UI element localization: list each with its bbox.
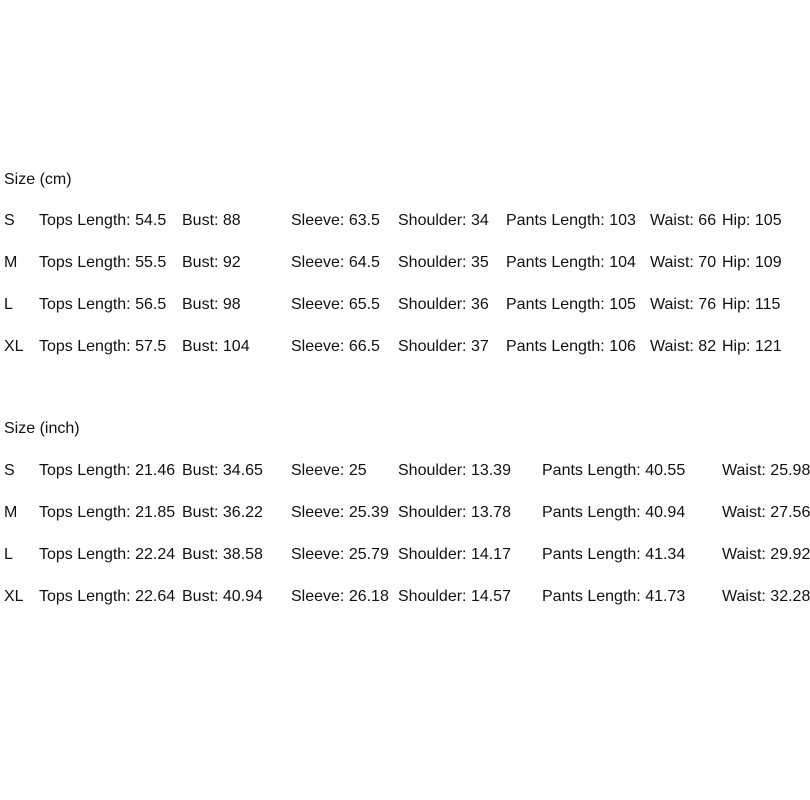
- measurement-cell: Shoulder: 34: [398, 212, 489, 229]
- measurement-cell: Sleeve: 25: [291, 462, 367, 479]
- measurement-cell: Tops Length: 57.5: [39, 338, 167, 355]
- size-label: M: [4, 504, 18, 521]
- measurement-cell: Pants Length: 105: [506, 296, 636, 313]
- size-label: XL: [4, 338, 24, 355]
- measurement-cell: Bust: 92: [182, 254, 241, 271]
- measurement-cell: Shoulder: 14.17: [398, 546, 511, 563]
- measurement-cell: Hip: 109: [722, 254, 782, 271]
- measurement-cell: Tops Length: 22.64: [39, 588, 176, 605]
- measurement-cell: Waist: 29.92: [722, 546, 810, 563]
- measurement-cell: Sleeve: 25.79: [291, 546, 389, 563]
- measurement-cell: Bust: 38.58: [182, 546, 263, 563]
- measurement-cell: Tops Length: 54.5: [39, 212, 167, 229]
- measurement-cell: Waist: 70: [650, 254, 717, 271]
- size-label: L: [4, 546, 13, 563]
- measurement-cell: Pants Length: 104: [506, 254, 636, 271]
- measurement-cell: Pants Length: 40.94: [542, 504, 686, 521]
- measurement-cell: Waist: 76: [650, 296, 717, 313]
- measurement-cell: Waist: 32.28: [722, 588, 810, 605]
- measurement-cell: Tops Length: 22.24: [39, 546, 176, 563]
- size-label: XL: [4, 588, 24, 605]
- measurement-cell: Shoulder: 14.57: [398, 588, 511, 605]
- size-label: M: [4, 254, 18, 271]
- measurement-cell: Hip: 115: [722, 296, 781, 313]
- measurement-cell: Pants Length: 40.55: [542, 462, 686, 479]
- measurement-cell: Shoulder: 36: [398, 296, 489, 313]
- measurement-cell: Shoulder: 35: [398, 254, 489, 271]
- measurement-cell: Sleeve: 64.5: [291, 254, 380, 271]
- measurement-cell: Tops Length: 55.5: [39, 254, 167, 271]
- measurement-cell: Hip: 121: [722, 338, 782, 355]
- measurement-cell: Waist: 27.56: [722, 504, 810, 521]
- measurement-cell: Bust: 88: [182, 212, 241, 229]
- measurement-cell: Pants Length: 106: [506, 338, 636, 355]
- measurement-cell: Hip: 105: [722, 212, 782, 229]
- measurement-cell: Pants Length: 103: [506, 212, 636, 229]
- measurement-cell: Bust: 34.65: [182, 462, 263, 479]
- size-label: L: [4, 296, 13, 313]
- measurement-cell: Sleeve: 63.5: [291, 212, 380, 229]
- measurement-cell: Bust: 98: [182, 296, 241, 313]
- size-inch-title: Size (inch): [4, 420, 80, 437]
- measurement-cell: Sleeve: 26.18: [291, 588, 389, 605]
- measurement-cell: Bust: 36.22: [182, 504, 263, 521]
- measurement-cell: Pants Length: 41.73: [542, 588, 686, 605]
- measurement-cell: Pants Length: 41.34: [542, 546, 686, 563]
- measurement-cell: Waist: 82: [650, 338, 717, 355]
- measurement-cell: Shoulder: 13.78: [398, 504, 511, 521]
- measurement-cell: Tops Length: 21.85: [39, 504, 176, 521]
- measurement-cell: Tops Length: 56.5: [39, 296, 167, 313]
- measurement-cell: Bust: 40.94: [182, 588, 263, 605]
- measurement-cell: Sleeve: 65.5: [291, 296, 380, 313]
- measurement-cell: Shoulder: 37: [398, 338, 489, 355]
- measurement-cell: Waist: 66: [650, 212, 717, 229]
- measurement-cell: Waist: 25.98: [722, 462, 810, 479]
- measurement-cell: Tops Length: 21.46: [39, 462, 176, 479]
- measurement-cell: Sleeve: 66.5: [291, 338, 380, 355]
- measurement-cell: Sleeve: 25.39: [291, 504, 389, 521]
- size-cm-title: Size (cm): [4, 171, 72, 188]
- size-label: S: [4, 462, 15, 479]
- measurement-cell: Bust: 104: [182, 338, 250, 355]
- size-label: S: [4, 212, 15, 229]
- measurement-cell: Shoulder: 13.39: [398, 462, 511, 479]
